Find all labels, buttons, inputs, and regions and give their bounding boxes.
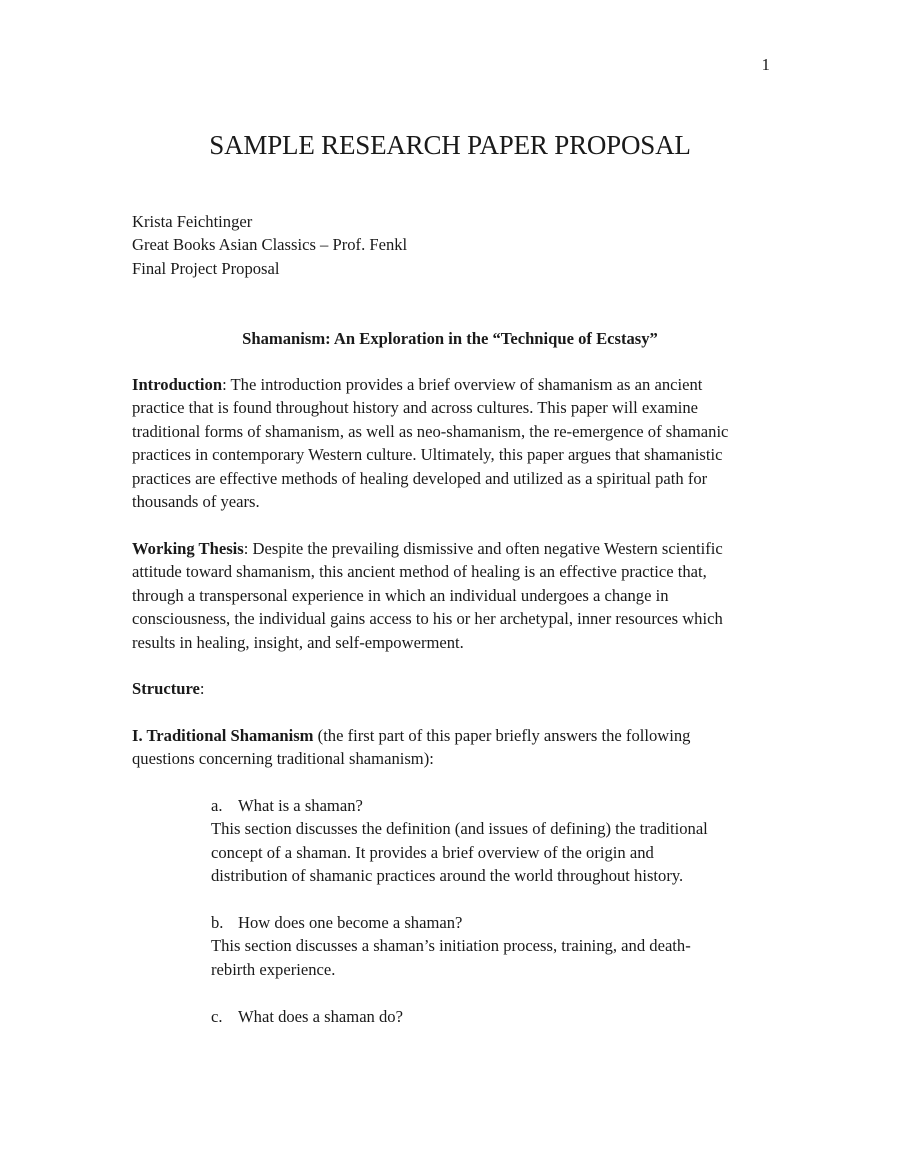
subsection-line: rebirth experience.	[211, 959, 336, 979]
subsection-line: This section discusses a shaman’s initiation process, training, and death-	[211, 936, 691, 956]
introduction-text: : The introduction provides a brief overview of shamanism as an ancient	[222, 375, 703, 394]
subsection-a	[211, 794, 771, 888]
subsection-question	[211, 911, 771, 934]
subsection-question-text: What does a shaman do?	[238, 1007, 403, 1026]
subsection-line: concept of a shaman. It provides a brief overview of the origin and	[211, 842, 654, 862]
thesis-text: : Despite the prevailing dismissive and often negative Western scientific	[243, 539, 723, 558]
introduction-line: practice that is found throughout history and across cultures. This paper will examine	[132, 398, 699, 418]
part-one-line	[132, 724, 772, 747]
thesis-line: results in healing, insight, and self-empowerment.	[132, 632, 464, 652]
page-number: 1	[761, 55, 770, 74]
part-one-text: (the first part of this paper briefly answers the following	[313, 726, 691, 745]
thesis-line	[132, 537, 772, 560]
subsection-line: distribution of shamanic practices around the world throughout history.	[211, 866, 684, 886]
author-block	[132, 210, 772, 280]
subsection-letter: b.	[211, 913, 224, 932]
subsection-c	[211, 1005, 771, 1028]
introduction-paragraph	[132, 373, 772, 513]
thesis-line: attitude toward shamanism, this ancient method of healing is an effective practice that,	[132, 562, 707, 582]
introduction-line: thousands of years.	[132, 492, 260, 512]
subsection-question-text: How does one become a shaman?	[238, 913, 463, 932]
author-name: Krista Feichtinger	[132, 212, 253, 231]
introduction-line: practices are effective methods of healing developed and utilized as a spiritual path for	[132, 468, 708, 488]
subsection-line: This section discusses the definition (and issues of defining) the traditional	[211, 819, 708, 839]
document-title: SAMPLE RESEARCH PAPER PROPOSAL	[209, 130, 691, 160]
part-one-paragraph	[132, 724, 772, 771]
introduction-line	[132, 373, 772, 396]
introduction-line: traditional forms of shamanism, as well as neo-shamanism, the re-emergence of shamanic	[132, 421, 729, 441]
subsection-question	[211, 794, 771, 817]
thesis-line: consciousness, the individual gains access to his or her archetypal, inner resources which	[132, 609, 723, 629]
part-one-line: questions concerning traditional shamanism):	[132, 749, 434, 769]
thesis-paragraph	[132, 537, 772, 654]
structure-heading	[132, 677, 772, 700]
paper-title: Shamanism: An Exploration in the “Technique of Ecstasy”	[242, 329, 658, 348]
thesis-line: through a transpersonal experience in which an individual undergoes a change in	[132, 585, 669, 605]
course-name: Great Books Asian Classics – Prof. Fenkl	[132, 235, 408, 255]
subsection-b	[211, 911, 771, 981]
subsection-question	[211, 1005, 771, 1028]
introduction-line: practices in contemporary Western culture. Ultimately, this paper argues that shamanistic	[132, 445, 723, 465]
introduction-label: Introduction	[132, 375, 223, 394]
subsection-question-text: What is a shaman?	[238, 796, 363, 815]
structure-suffix: :	[199, 679, 205, 698]
part-one-label: I. Traditional Shamanism	[132, 726, 314, 745]
structure-label: Structure	[132, 679, 200, 698]
subsection-letter: c.	[211, 1007, 223, 1026]
assignment-name: Final Project Proposal	[132, 258, 280, 278]
subsection-letter: a.	[211, 796, 223, 815]
thesis-label: Working Thesis	[132, 539, 244, 558]
